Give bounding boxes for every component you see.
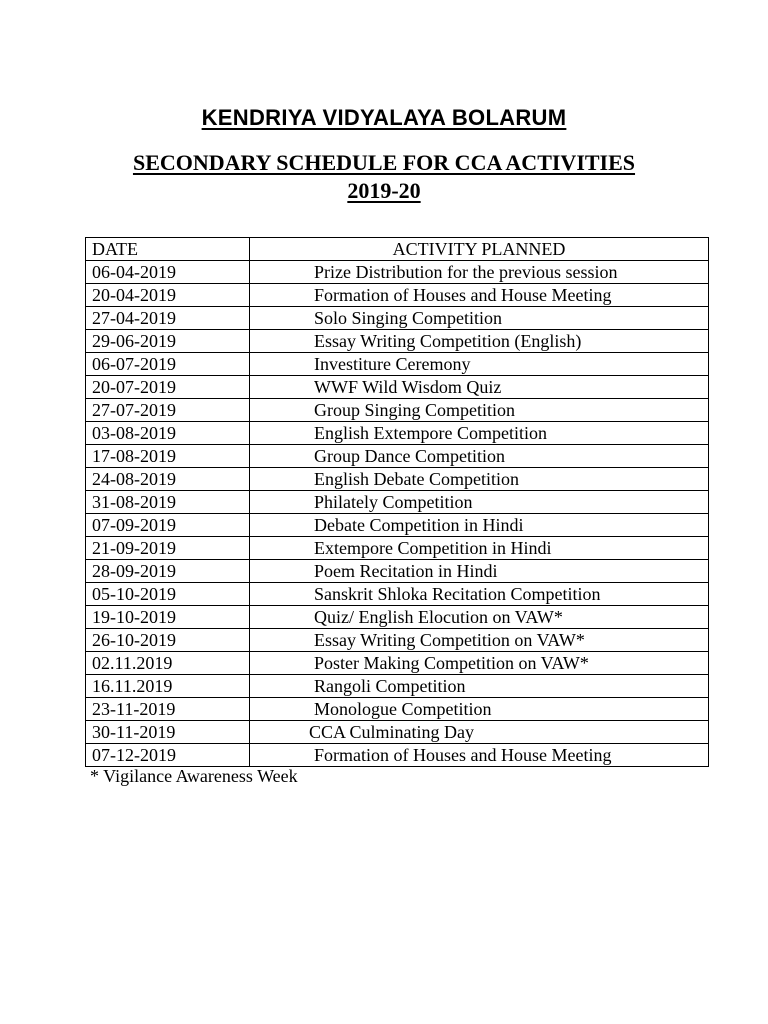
cell-date: 30-11-2019: [86, 721, 250, 744]
cell-activity: Group Singing Competition: [250, 399, 709, 422]
title-line-2: 2019-20: [347, 178, 421, 203]
cell-date: 16.11.2019: [86, 675, 250, 698]
table-row: [86, 307, 709, 330]
cell-date: 26-10-2019: [86, 629, 250, 652]
cell-activity: WWF Wild Wisdom Quiz: [250, 376, 709, 399]
cell-activity: Monologue Competition: [250, 698, 709, 721]
cell-date: 27-07-2019: [86, 399, 250, 422]
schedule-table: [85, 237, 709, 767]
cell-date: 21-09-2019: [86, 537, 250, 560]
footnote: * Vigilance Awareness Week: [90, 766, 298, 786]
cell-date: 03-08-2019: [86, 422, 250, 445]
cell-activity: Debate Competition in Hindi: [250, 514, 709, 537]
table-row: [86, 399, 709, 422]
cell-date: 05-10-2019: [86, 583, 250, 606]
table-row: [86, 629, 709, 652]
table-row: [86, 261, 709, 284]
table-row: [86, 514, 709, 537]
cell-date: 02.11.2019: [86, 652, 250, 675]
cell-activity: Rangoli Competition: [250, 675, 709, 698]
table-row: [86, 330, 709, 353]
cell-activity: Prize Distribution for the previous session: [250, 261, 709, 284]
school-name: [0, 105, 768, 131]
table-header-row: [86, 238, 709, 261]
table-row: [86, 353, 709, 376]
school-name-text: KENDRIYA VIDYALAYA BOLARUM: [201, 105, 567, 130]
cell-date: 31-08-2019: [86, 491, 250, 514]
table-row: [86, 744, 709, 767]
cell-date: 07-12-2019: [86, 744, 250, 767]
column-header-date: DATE: [86, 238, 250, 261]
cell-date: 20-07-2019: [86, 376, 250, 399]
table-row: [86, 468, 709, 491]
document-title: [0, 149, 768, 205]
cell-date: 24-08-2019: [86, 468, 250, 491]
table-row: [86, 376, 709, 399]
table-row: [86, 698, 709, 721]
cell-activity: Formation of Houses and House Meeting: [250, 744, 709, 767]
cell-activity: Extempore Competition in Hindi: [250, 537, 709, 560]
table-row: [86, 583, 709, 606]
table-row: [86, 606, 709, 629]
table-row: [86, 491, 709, 514]
cell-activity: Poster Making Competition on VAW*: [250, 652, 709, 675]
cell-date: 27-04-2019: [86, 307, 250, 330]
schedule-table-body: [86, 261, 709, 767]
cell-date: 23-11-2019: [86, 698, 250, 721]
cell-activity: Essay Writing Competition on VAW*: [250, 629, 709, 652]
cell-date: 06-07-2019: [86, 353, 250, 376]
cell-date: 20-04-2019: [86, 284, 250, 307]
table-row: [86, 445, 709, 468]
table-row: [86, 652, 709, 675]
cell-activity: Philately Competition: [250, 491, 709, 514]
cell-activity: CCA Culminating Day: [250, 721, 709, 744]
cell-activity: Formation of Houses and House Meeting: [250, 284, 709, 307]
cell-activity: Solo Singing Competition: [250, 307, 709, 330]
cell-date: 29-06-2019: [86, 330, 250, 353]
cell-date: 28-09-2019: [86, 560, 250, 583]
table-row: [86, 537, 709, 560]
title-line-1: SECONDARY SCHEDULE FOR CCA ACTIVITIES: [132, 150, 636, 175]
table-row: [86, 422, 709, 445]
cell-activity: Sanskrit Shloka Recitation Competition: [250, 583, 709, 606]
cell-activity: Group Dance Competition: [250, 445, 709, 468]
cell-activity: Investiture Ceremony: [250, 353, 709, 376]
cell-activity: English Extempore Competition: [250, 422, 709, 445]
table-row: [86, 284, 709, 307]
table-row: [86, 721, 709, 744]
cell-activity: English Debate Competition: [250, 468, 709, 491]
cell-activity: Poem Recitation in Hindi: [250, 560, 709, 583]
cell-activity: Essay Writing Competition (English): [250, 330, 709, 353]
column-header-activity: ACTIVITY PLANNED: [250, 238, 709, 261]
cell-date: 19-10-2019: [86, 606, 250, 629]
table-row: [86, 560, 709, 583]
cell-date: 17-08-2019: [86, 445, 250, 468]
cell-activity: Quiz/ English Elocution on VAW*: [250, 606, 709, 629]
table-row: [86, 675, 709, 698]
cell-date: 07-09-2019: [86, 514, 250, 537]
cell-date: 06-04-2019: [86, 261, 250, 284]
